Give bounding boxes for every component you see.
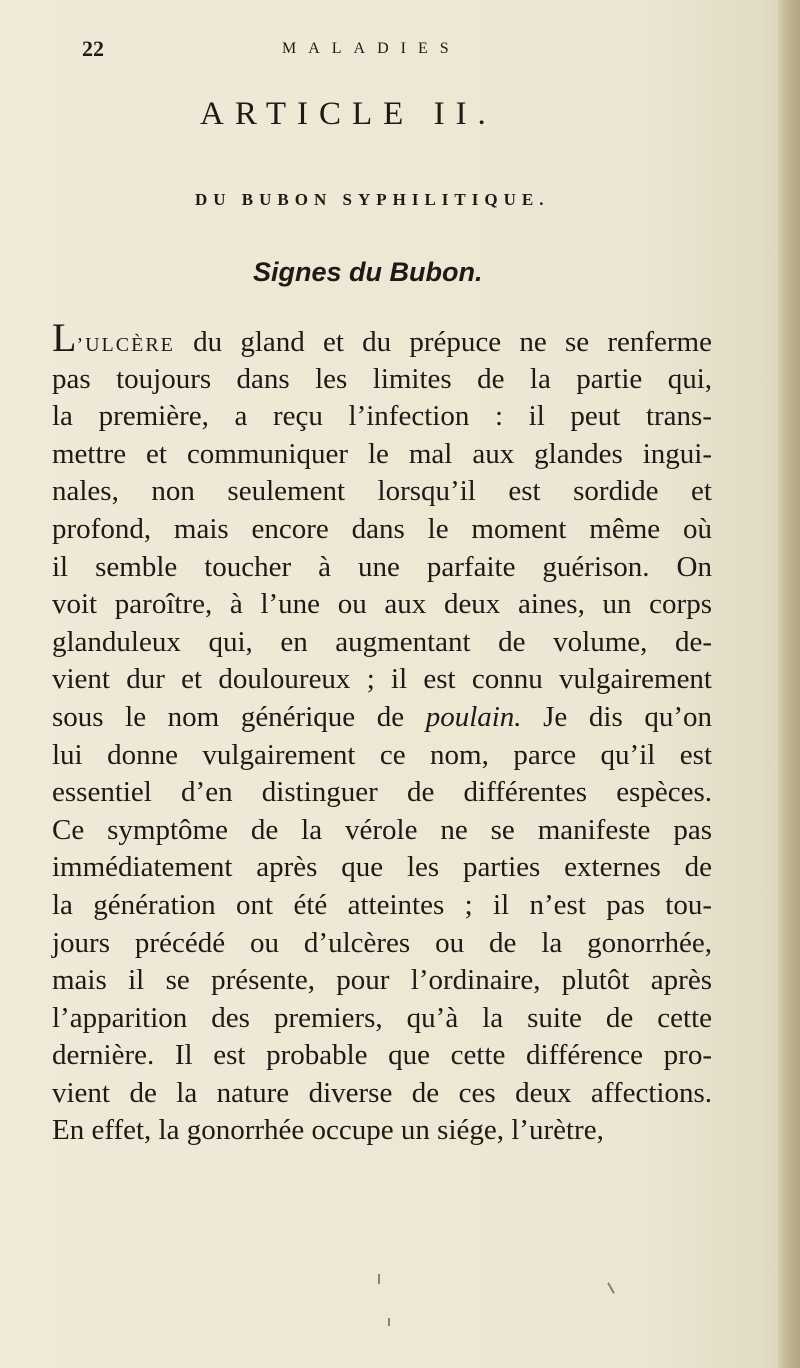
article-heading: ARTICLE II.	[200, 96, 497, 132]
body-line: dernière. Il est probable que cette différence pro-	[52, 1039, 712, 1072]
subheading: Signes du Bubon.	[253, 257, 483, 287]
page-number: 22	[82, 36, 104, 61]
body-line: En effet, la gonorrhée occupe un siége, l’urètre,	[52, 1114, 604, 1147]
paper-speck	[378, 1274, 380, 1284]
italic-term: poulain.	[425, 700, 522, 733]
drop-cap: L	[52, 315, 77, 360]
body-line: l’apparition des premiers, qu’à la suite de cette	[52, 1001, 712, 1034]
body-line: la première, a reçu l’infection : il peut trans-	[52, 400, 712, 433]
body-line-text: sous le nom générique de	[52, 700, 426, 733]
section-heading: DU BUBON SYPHILITIQUE.	[195, 190, 550, 209]
book-spine-edge	[778, 0, 800, 1368]
body-line: voit paroître, à l’une ou aux deux aines, un corps	[52, 588, 712, 621]
body-line: nales, non seulement lorsqu’il est sordide et	[52, 475, 712, 508]
body-line: lui donne vulgairement ce nom, parce qu’il est	[52, 738, 712, 771]
body-line	[52, 315, 712, 361]
body-line: glanduleux qui, en augmentant de volume, de-	[52, 625, 712, 658]
body-line: vient dur et douloureux ; il est connu vulgairement	[52, 663, 712, 696]
lead-smallcaps: ’ULCÈRE	[76, 334, 175, 356]
body-line: Ce symptôme de la vérole ne se manifeste pas	[52, 813, 712, 846]
body-line: immédiatement après que les parties externes de	[52, 851, 712, 884]
body-line: mais il se présente, pour l’ordinaire, plutôt après	[52, 964, 712, 997]
body-line: la génération ont été atteintes ; il n’est pas tou-	[52, 888, 712, 921]
paper-speck	[607, 1282, 615, 1293]
body-line-text: Je dis qu’on	[521, 700, 712, 733]
body-paragraph	[52, 315, 712, 1150]
body-line: profond, mais encore dans le moment même où	[52, 512, 712, 545]
body-line: il semble toucher à une parfaite guérison. On	[52, 550, 712, 583]
body-line	[52, 699, 712, 737]
body-line: vient de la nature diverse de ces deux affections.	[52, 1076, 712, 1109]
running-head	[82, 36, 702, 66]
paper-speck	[388, 1318, 390, 1326]
body-line: jours précédé ou d’ulcères ou de la gonorrhée,	[52, 926, 712, 959]
body-line: essentiel d’en distinguer de différentes espèces.	[52, 776, 712, 809]
body-line: pas toujours dans les limites de la partie qui,	[52, 362, 712, 395]
body-line: mettre et communiquer le mal aux glandes ingui-	[52, 437, 712, 470]
body-line-text: du gland et du prépuce ne se renferme	[174, 326, 712, 358]
running-title: MALADIES	[282, 40, 461, 57]
